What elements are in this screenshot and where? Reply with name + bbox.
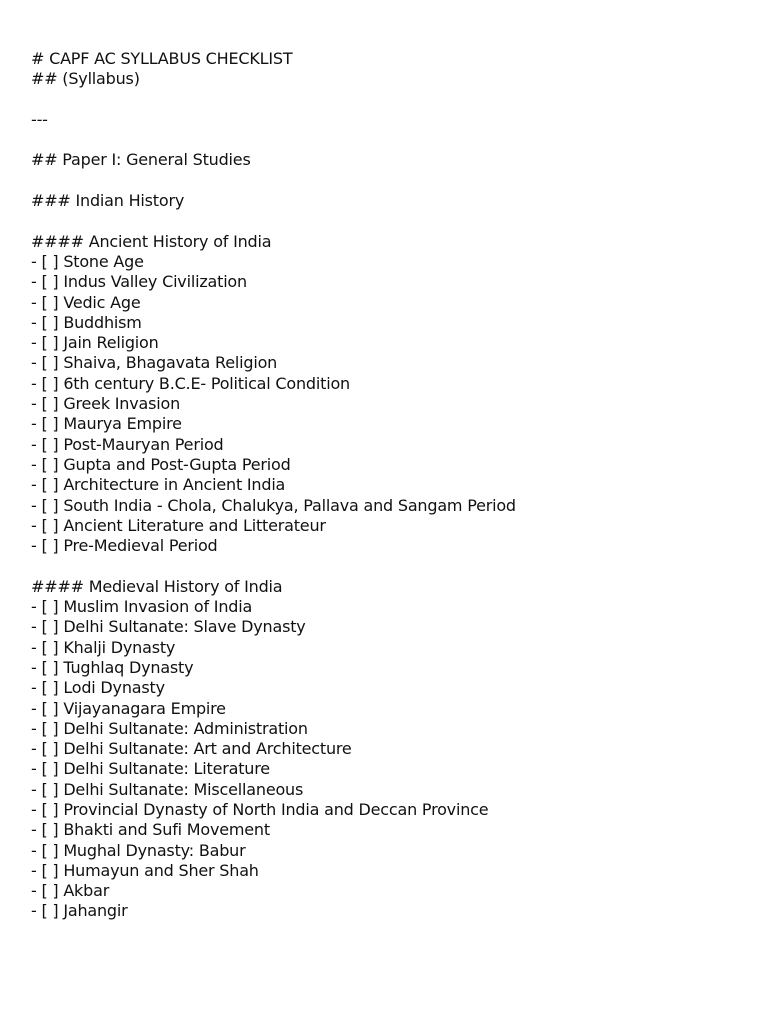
checklist-item: - [ ] Buddhism xyxy=(31,312,142,332)
checklist-item: - [ ] Delhi Sultanate: Administration xyxy=(31,718,308,738)
checklist-item: - [ ] Provincial Dynasty of North India and Deccan Province xyxy=(31,799,489,819)
checklist-item: - [ ] Khalji Dynasty xyxy=(31,637,176,657)
checklist-item: - [ ] Stone Age xyxy=(31,251,144,271)
subheading: ## (Syllabus) xyxy=(31,69,140,89)
checklist-item: - [ ] Vijayanagara Empire xyxy=(31,698,226,718)
subheading: ## Paper I: General Studies xyxy=(31,150,251,170)
checklist-item: - [ ] Delhi Sultanate: Literature xyxy=(31,759,270,779)
checklist-item: - [ ] Maurya Empire xyxy=(31,414,182,434)
checklist-item: - [ ] Post-Mauryan Period xyxy=(31,434,224,454)
checklist-item: - [ ] Greek Invasion xyxy=(31,394,181,414)
divider-line: --- xyxy=(31,109,48,129)
checklist-item: - [ ] Delhi Sultanate: Miscellaneous xyxy=(31,779,304,799)
checklist-item: - [ ] Delhi Sultanate: Slave Dynasty xyxy=(31,617,306,637)
subsection-heading: #### Medieval History of India xyxy=(31,576,283,596)
document-body xyxy=(31,49,731,922)
checklist-item: - [ ] Shaiva, Bhagavata Religion xyxy=(31,353,278,373)
checklist-item: - [ ] Pre-Medieval Period xyxy=(31,536,218,556)
blank-line xyxy=(31,211,731,231)
checklist-item: - [ ] Indus Valley Civilization xyxy=(31,272,247,292)
blank-line xyxy=(31,556,731,576)
checklist-item: - [ ] Jahangir xyxy=(31,901,128,921)
checklist-item: - [ ] Tughlaq Dynasty xyxy=(31,657,194,677)
checklist-item: - [ ] South India - Chola, Chalukya, Pallava and Sangam Period xyxy=(31,495,516,515)
checklist-item: - [ ] Vedic Age xyxy=(31,292,141,312)
checklist-item: - [ ] Lodi Dynasty xyxy=(31,678,165,698)
checklist-item: - [ ] Muslim Invasion of India xyxy=(31,597,253,617)
blank-line xyxy=(31,90,731,110)
checklist-item: - [ ] Gupta and Post-Gupta Period xyxy=(31,454,291,474)
subsection-heading: #### Ancient History of India xyxy=(31,231,272,251)
checklist-item: - [ ] Bhakti and Sufi Movement xyxy=(31,820,270,840)
checklist-item: - [ ] Architecture in Ancient India xyxy=(31,475,286,495)
checklist-item: - [ ] Mughal Dynasty: Babur xyxy=(31,840,246,860)
checklist-item: - [ ] Akbar xyxy=(31,881,110,901)
checklist-item: - [ ] Delhi Sultanate: Art and Architecture xyxy=(31,739,352,759)
checklist-item: - [ ] Humayun and Sher Shah xyxy=(31,860,259,880)
checklist-item: - [ ] Jain Religion xyxy=(31,333,159,353)
section-heading: ### Indian History xyxy=(31,191,185,211)
blank-line xyxy=(31,171,731,191)
checklist-item: - [ ] Ancient Literature and Litterateur xyxy=(31,515,326,535)
blank-line xyxy=(31,130,731,150)
page-title: # CAPF AC SYLLABUS CHECKLIST xyxy=(31,49,293,68)
checklist-item: - [ ] 6th century B.C.E- Political Condition xyxy=(31,373,350,393)
